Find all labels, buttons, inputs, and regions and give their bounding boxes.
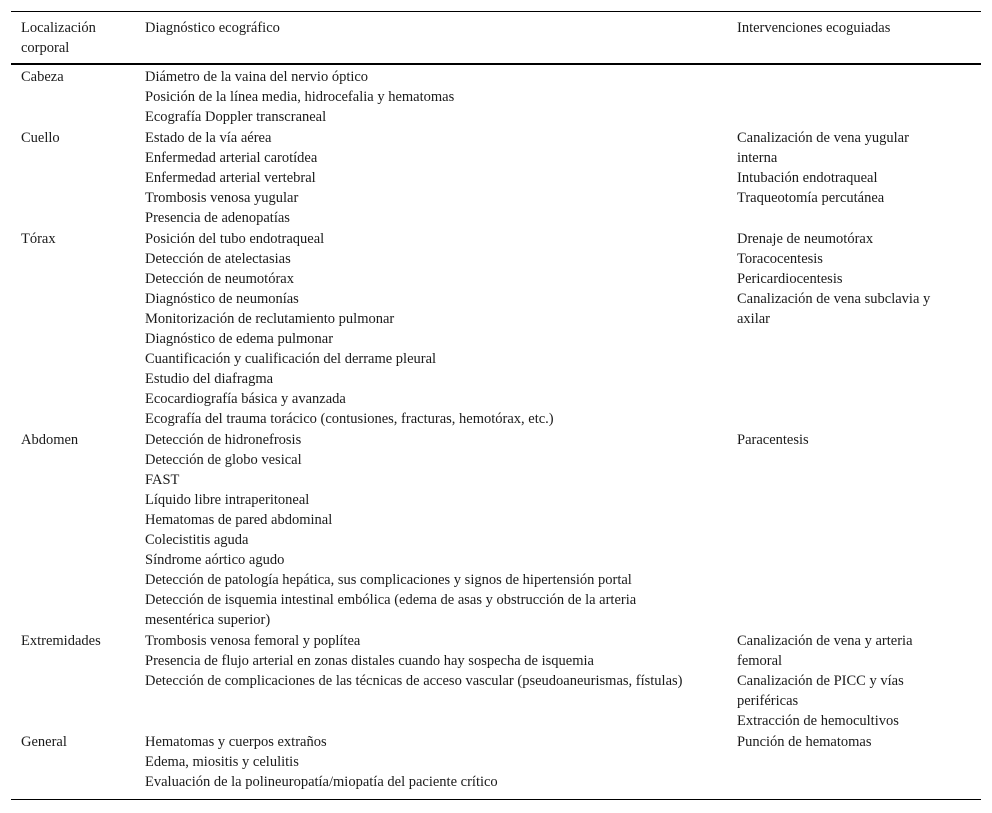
header-diagnosis: Diagnóstico ecográfico (145, 20, 280, 36)
cell-diagnosis (145, 229, 737, 429)
diagnosis-item: Cuantificación y cualificación del derrame pleural (145, 351, 437, 367)
table-row (11, 731, 981, 799)
intervention-item: Canalización de vena subclavia y axilar (737, 291, 931, 327)
diagnosis-item: FAST (145, 472, 180, 488)
cell-diagnosis (145, 67, 737, 127)
table-row (11, 228, 981, 429)
cell-location: Abdomen (21, 432, 79, 448)
cell-diagnosis (145, 732, 737, 792)
cell-diagnosis (145, 631, 737, 691)
diagnosis-item: Líquido libre intraperitoneal (145, 492, 310, 508)
diagnosis-item: Colecistitis aguda (145, 532, 249, 548)
diagnosis-item: Ecocardiografía básica y avanzada (145, 391, 346, 407)
diagnosis-item: Detección de patología hepática, sus complicaciones y signos de hipertensión portal (145, 572, 632, 588)
cell-location: Cuello (21, 130, 60, 146)
cell-interventions (737, 128, 981, 208)
cell-location: Cabeza (21, 69, 64, 85)
intervention-item: Extracción de hemocultivos (737, 713, 899, 729)
intervention-item: Intubación endotraqueal (737, 170, 878, 186)
table-row (11, 127, 981, 228)
diagnosis-item: Diagnóstico de edema pulmonar (145, 331, 334, 347)
diagnosis-item: Enfermedad arterial carotídea (145, 150, 318, 166)
cell-interventions (737, 229, 981, 329)
header-location: Localización corporal (21, 20, 96, 56)
intervention-item: Traqueotomía percutánea (737, 190, 885, 206)
diagnosis-item: Detección de neumotórax (145, 271, 294, 287)
cell-diagnosis (145, 128, 737, 228)
diagnosis-item: Edema, miositis y celulitis (145, 754, 299, 770)
diagnosis-item: Detección de globo vesical (145, 452, 302, 468)
diagnosis-item: Trombosis venosa yugular (145, 190, 299, 206)
diagnosis-item: Presencia de flujo arterial en zonas distales cuando hay sospecha de isquemia (145, 653, 594, 669)
diagnosis-item: Estado de la vía aérea (145, 130, 272, 146)
ultrasound-table (11, 11, 981, 800)
diagnosis-item: Diámetro de la vaina del nervio óptico (145, 69, 369, 85)
diagnosis-item: Detección de isquemia intestinal embólica (edema de asas y obstrucción de la arteria mesentérica superior) (145, 592, 637, 628)
table-row (11, 630, 981, 731)
table-header-row (11, 12, 981, 65)
diagnosis-item: Hematomas y cuerpos extraños (145, 734, 327, 750)
diagnosis-item: Ecografía del trauma torácico (contusiones, fracturas, hemotórax, etc.) (145, 411, 554, 427)
intervention-item: Paracentesis (737, 432, 809, 448)
intervention-item: Canalización de PICC y vías periféricas (737, 673, 904, 709)
table-row (11, 429, 981, 630)
intervention-item: Punción de hematomas (737, 734, 872, 750)
diagnosis-item: Hematomas de pared abdominal (145, 512, 333, 528)
diagnosis-item: Detección de hidronefrosis (145, 432, 302, 448)
cell-diagnosis (145, 430, 737, 630)
intervention-item: Canalización de vena yugular interna (737, 130, 909, 166)
diagnosis-item: Detección de complicaciones de las técnicas de acceso vascular (pseudoaneurismas, fístulas) (145, 673, 683, 689)
diagnosis-item: Posición de la línea media, hidrocefalia y hematomas (145, 89, 455, 105)
diagnosis-item: Posición del tubo endotraqueal (145, 231, 325, 247)
diagnosis-item: Estudio del diafragma (145, 371, 274, 387)
diagnosis-item: Presencia de adenopatías (145, 210, 290, 226)
diagnosis-item: Trombosis venosa femoral y poplítea (145, 633, 361, 649)
cell-interventions (737, 430, 981, 450)
table-body (11, 65, 981, 799)
cell-interventions (737, 732, 981, 752)
cell-location: General (21, 734, 67, 750)
diagnosis-item: Diagnóstico de neumonías (145, 291, 299, 307)
cell-location: Extremidades (21, 633, 101, 649)
intervention-item: Drenaje de neumotórax (737, 231, 874, 247)
cell-interventions (737, 631, 981, 731)
intervention-item: Canalización de vena y arteria femoral (737, 633, 913, 669)
diagnosis-item: Monitorización de reclutamiento pulmonar (145, 311, 395, 327)
header-interventions: Intervenciones ecoguiadas (737, 20, 891, 36)
diagnosis-item: Detección de atelectasias (145, 251, 291, 267)
table-row (11, 65, 981, 127)
diagnosis-item: Evaluación de la polineuropatía/miopatía del paciente crítico (145, 774, 498, 790)
diagnosis-item: Síndrome aórtico agudo (145, 552, 285, 568)
intervention-item: Toracocentesis (737, 251, 823, 267)
diagnosis-item: Ecografía Doppler transcraneal (145, 109, 327, 125)
diagnosis-item: Enfermedad arterial vertebral (145, 170, 316, 186)
intervention-item: Pericardiocentesis (737, 271, 843, 287)
cell-location: Tórax (21, 231, 56, 247)
